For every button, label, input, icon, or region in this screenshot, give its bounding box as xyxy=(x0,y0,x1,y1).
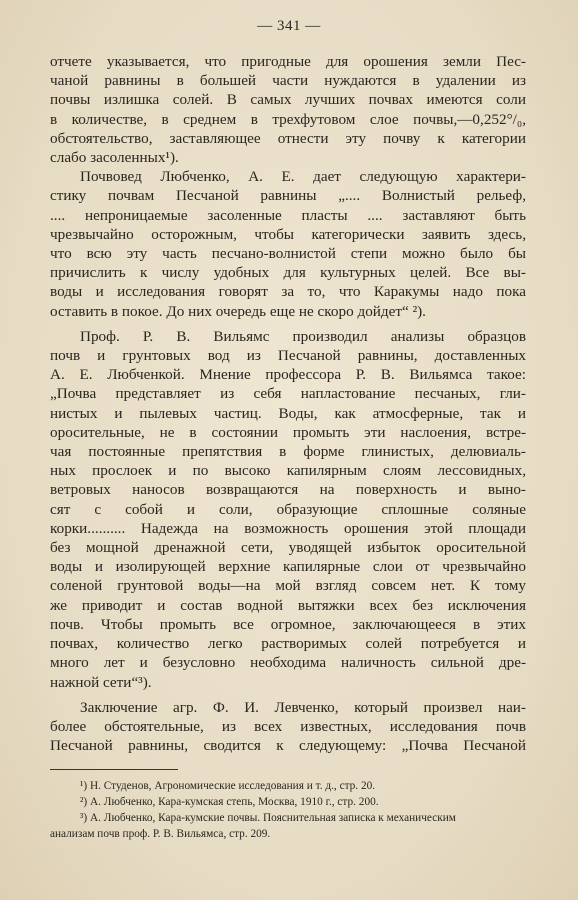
text-line: „Почва представляет из себя напластование песчаных, гли- xyxy=(50,385,526,403)
text-line: причислить к числу удобных для культурных целей. Все вы- xyxy=(50,264,526,282)
text-line: отчете указывается, что пригодные для орошения земли Пес- xyxy=(50,53,526,70)
text-line: стику почвам Песчаной равнины „.... Волнистый рельеф, xyxy=(50,187,526,205)
text-line: чая постоянные препятствия в форме глинистых, делювиаль- xyxy=(50,443,526,461)
text-line: корки.......... Надежда на возможность орошения этой площади xyxy=(50,519,526,537)
text-line: оросительные, не в состоянии промыть эти наслоения, встре- xyxy=(50,423,526,441)
page-number: — 341 — xyxy=(257,18,321,34)
text-line: много лет и безусловно необходима наличность сильной дре- xyxy=(50,654,526,672)
paragraph-1 xyxy=(50,52,526,167)
body-text xyxy=(50,52,526,755)
paragraph-2 xyxy=(50,167,526,321)
text-line: без мощной дренажной сети, уводящей избыток оросительной xyxy=(50,539,526,557)
text-line: сят с собой и соли, образующие сплошные соляные xyxy=(50,500,526,518)
text-line: чаной равнины в большей части нуждаются в удалении из xyxy=(50,72,526,90)
text-line: обстоятельство, заставляющее отнести эту почву к категории xyxy=(50,129,526,147)
text-line: А. Е. Любченкой. Мнение профессора Р. В. Вильямса такое: xyxy=(50,366,526,384)
text-line: Песчаной равнины, сводится к следующему: „Почва Песчаной xyxy=(50,737,526,755)
footnote-3-continued: анализам почв проф. Р. В. Вильямса, стр. 209. xyxy=(50,828,271,840)
text-line: оставить в покое. До них очередь еще не скоро дойдет“ ²). xyxy=(50,302,426,320)
text-line: чрезвычайно осторожным, чтобы категорически заявить здесь, xyxy=(50,225,526,243)
paragraph-3 xyxy=(50,327,526,692)
text-line: что всю эту часть песчано-волнистой степи можно было бы xyxy=(50,245,526,263)
footnote-divider xyxy=(50,769,178,770)
text-line: Проф. Р. В. Вильямс производил анализы образцов xyxy=(80,327,526,345)
text-line: Заключение агр. Ф. И. Левченко, который произвел наи- xyxy=(80,698,526,716)
text-line: воды и исследования говорят за то, что Каракумы надо пока xyxy=(50,283,526,301)
text-line: Почвовед Любченко, А. Е. дает следующую характери- xyxy=(80,168,526,186)
text-line: соленой грунтовой воды—на мой взгляд совсем нет. К тому xyxy=(50,577,526,595)
text-line: же приводит и состав водной вытяжки всех без исключения xyxy=(50,596,526,614)
footnote-1: ¹) Н. Студенов, Агрономические исследования и т. д., стр. 20. xyxy=(80,780,376,792)
text-line: почв и грунтовых вод из Песчаной равнины, доставленных xyxy=(50,347,526,365)
text-line: слабо засоленных¹). xyxy=(50,149,179,167)
text-line: .... непроницаемые засоленные пласты .... заставляют быть xyxy=(50,206,526,224)
text-line: воды и изолирующей верхние капилярные слои от чрезвычайно xyxy=(50,558,526,576)
text-line: ных прослоек и по высоко капилярным слоям лессовидных, xyxy=(50,462,526,480)
text-line: ветровых наносов возвращаются на поверхность и выно- xyxy=(50,481,526,499)
paragraph-4 xyxy=(50,698,526,756)
footnote-2: ²) А. Любченко, Кара-кумская степь, Москва, 1910 г., стр. 200. xyxy=(80,796,379,808)
text-line: почв. Чтобы промыть все огромное, заключающееся в этих xyxy=(50,615,526,633)
footnote-3: ³) А. Любченко, Кара-кумские почвы. Пояснительная записка к механическим xyxy=(80,812,456,824)
footnotes xyxy=(50,778,526,842)
text-line: в количестве, в среднем в трехфутовом слое почвы,—0,252°/₀, xyxy=(50,110,526,128)
text-line: почвы излишка солей. В самых лучших почвах имеются соли xyxy=(50,91,526,109)
text-line: нажной сети“³). xyxy=(50,673,152,691)
text-line: почвах, количество легко растворимых солей потребуется и xyxy=(50,635,526,653)
text-line: более обстоятельные, из всех известных, исследования почв xyxy=(50,717,526,735)
text-line: нистых и пылевых частиц. Воды, как атмосферные, так и xyxy=(50,404,526,422)
